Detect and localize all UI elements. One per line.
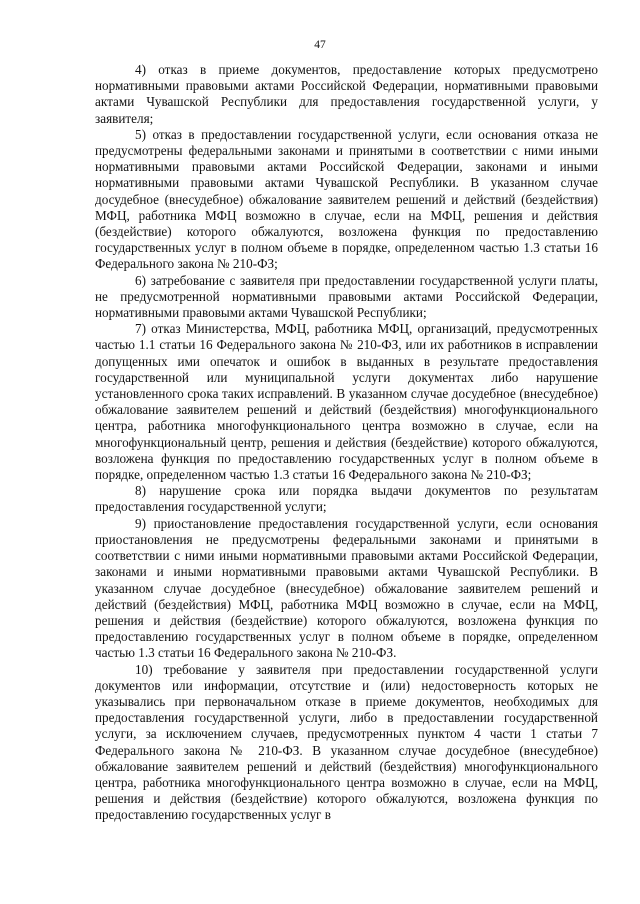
page-number: 47 <box>314 39 326 51</box>
document-body <box>95 62 598 824</box>
paragraph-item-6: 6) затребование с заявителя при предоставлении государственной услуги платы, не предусмотренной нормативными правовыми актами Российской Федерации, нормативными правовыми актами Чувашской Республики; <box>95 272 598 321</box>
paragraph-item-9: 9) приостановление предоставления государственной услуги, если основания приостановления не предусмотрены федеральными законами и принятыми в соответствии с ними иными нормативными правовыми актами Российской Федерации, законами и иными нормативными правовыми актами Чувашской Республики. В указанном случае досудебное (внесудебное) обжалование заявителем решений и действий (бездействия) МФЦ, работника МФЦ возможно в случае, если на МФЦ, решения и действия (бездействие) которого обжалуются, возложена функция по предоставлению государственных услуг в полном объеме в порядке, определенном частью 1.3 статьи 16 Федерального закона № 210-ФЗ. <box>95 515 598 661</box>
paragraph-item-8: 8) нарушение срока или порядка выдачи документов по результатам предоставления государственной услуги; <box>95 483 598 515</box>
paragraph-item-5: 5) отказ в предоставлении государственной услуги, если основания отказа не предусмотрены федеральными законами и принятыми в соответствии с ними иными нормативными правовыми актами Российской Федерации, законами и иными нормативными правовыми актами Чувашской Республики. В указанном случае досудебное (внесудебное) обжалование заявителем решений и действий (бездействия) МФЦ, работника МФЦ возможно в случае, если на МФЦ, решения и действия (бездействие) которого обжалуются, возложена функция по предоставлению государственных услуг в полном объеме в порядке, определенном частью 1.3 статьи 16 Федерального закона № 210-ФЗ; <box>95 126 598 272</box>
paragraph-item-10: 10) требование у заявителя при предоставлении государственной услуги документов или информации, отсутствие и (или) недостоверность которых не указывались при первоначальном отказе в приеме документов, необходимых для предоставления государственной услуги, либо в предоставлении государственной услуги, за исключением случаев, предусмотренных пунктом 4 части 1 статьи 7 Федерального закона № 210-ФЗ. В указанном случае досудебное (внесудебное) обжалование заявителем решений и действий (бездействия) многофункционального центра, работника многофункционального центра возможно в случае, если на МФЦ, решения и действия (бездействие) которого обжалуются, возложена функция по предоставлению государственных услуг в <box>95 661 598 823</box>
paragraph-item-7: 7) отказ Министерства, МФЦ, работника МФЦ, организаций, предусмотренных частью 1.1 статьи 16 Федерального закона № 210-ФЗ, или их работников в исправлении допущенных ими опечаток и ошибок в выданных в результате предоставления государственной или муниципальной услуги документах либо нарушение установленного срока таких исправлений. В указанном случае досудебное (внесудебное) обжалование заявителем решений и действий (бездействия) многофункционального центра, работника многофункционального центра возможно в случае, если на многофункциональный центр, решения и действия (бездействие) которого обжалуются, возложена функция по предоставлению государственных услуг в полном объеме в порядке, определенном частью 1.3 статьи 16 Федерального закона № 210-ФЗ; <box>95 321 598 483</box>
paragraph-item-4: 4) отказ в приеме документов, предоставление которых предусмотрено нормативными правовыми актами Российской Федерации, нормативными правовыми актами Чувашской Республики для предоставления государственной услуги, у заявителя; <box>95 62 598 126</box>
